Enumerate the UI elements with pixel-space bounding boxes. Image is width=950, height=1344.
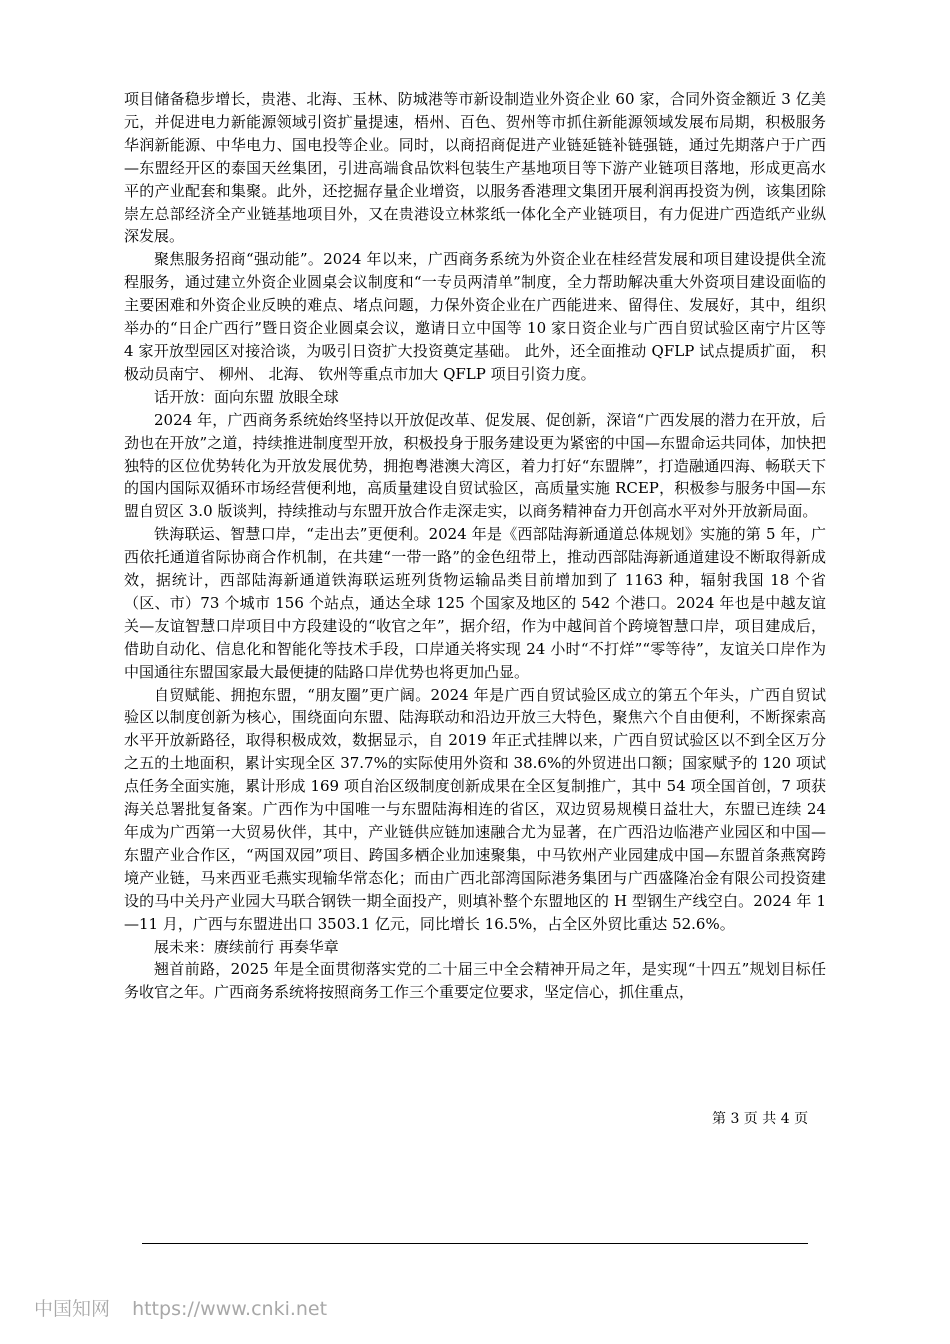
watermark-site-name: 中国知网 <box>34 1298 111 1320</box>
article-body <box>124 88 826 1004</box>
page-number: 第 3 页 共 4 页 <box>712 1111 809 1127</box>
section-heading: 展未来：赓续前行 再奏华章 <box>154 937 339 956</box>
cnki-watermark <box>34 1294 327 1321</box>
paragraph: 项目储备稳步增长，贵港、北海、玉林、防城港等市新设制造业外资企业 60 家，合同外资金额近 3 亿美元，并促进电力新能源领域引资扩量提速，梧州、百色、贺州等市抓住新能源领域发展布局期，积极服务华润新能源、中华电力、国电投等企业。同时，以商招商促进产业链延链补链强链，通过先期落户于广西—东盟经开区的泰国天丝集团，引进高端食品饮料包装生产基地项目等下游产业链项目落地，形成更高水平的产业配套和集聚。此外，还挖掘存量企业增资，以服务香港理文集团开展利润再投资为例，该集团除崇左总部经济全产业链基地项目外，又在贵港设立林浆纸一体化全产业链项目，有力促进广西造纸产业纵深发展。 <box>124 90 826 246</box>
paragraph: 铁海联运、智慧口岸，“走出去”更便利。2024 年是《西部陆海新通道总体规划》实施的第 5 年，广西依托通道省际协商合作机制，在共建“一带一路”的金色纽带上，推动西部陆海新通道建设不断取得新成效，据统计，西部陆海新通道铁海联运班列货物运输品类目前增加到了 1163 种，辐射我国 18 个省（区、市）73 个城市 156 个站点，通达全球 125 个国家及地区的 542 个港口。2024 年也是中越友谊关—友谊智慧口岸项目中方段建设的“收官之年”，据介绍，作为中越间首个跨境智慧口岸，项目建成后，借助自动化、信息化和智能化等技术手段，口岸通关将实现 24 小时“不打烊”“零等待”，友谊关口岸作为中国通往东盟国家最大最便捷的陆路口岸优势也将更加凸显。 <box>124 525 826 681</box>
paragraph: 聚焦服务招商“强动能”。2024 年以来，广西商务系统为外资企业在桂经营发展和项目建设提供全流程服务，通过建立外资企业圆桌会议制度和“一专员两清单”制度，全力帮助解决重大外资项目建设面临的主要困难和外资企业反映的难点、堵点问题，力保外资企业在广西能进来、留得住、发展好，其中，组织举办的“日企广西行”暨日资企业圆桌会议，邀请日立中国等 10 家日资企业与广西自贸试验区南宁片区等 4 家开放型园区对接洽谈，为吸引日资扩大投资奠定基础。 此外，还全面推动 QFLP 试点提质扩面， 积极动员南宁、 柳州、 北海、 钦州等重点市加大 QFLP 项目引资力度。 <box>124 250 826 383</box>
paragraph: 2024 年，广西商务系统始终坚持以开放促改革、促发展、促创新，深谙“广西发展的潜力在开放，后劲也在开放”之道，持续推进制度型开放，积极投身于服务建设更为紧密的中国—东盟命运共同体，加快把独特的区位优势转化为开放发展优势，拥抱粤港澳大湾区，着力打好“东盟牌”，打造融通四海、畅联天下的国内国际双循环市场经营便利地，高质量建设自贸试验区，高质量实施 RCEP，积极参与服务中国—东盟自贸区 3.0 版谈判，持续推动与东盟开放合作走深走实，以商务精神奋力开创高水平对外开放新局面。 <box>124 410 826 521</box>
paragraph: 自贸赋能、拥抱东盟，“朋友圈”更广阔。2024 年是广西自贸试验区成立的第五个年头，广西自贸试验区以制度创新为核心，围绕面向东盟、陆海联动和沿边开放三大特色，聚焦六个自由便利，不断探索高水平开放新路径，取得积极成效，数据显示，自 2019 年正式挂牌以来，广西自贸试验区以不到全区万分之五的土地面积，累计实现全区 37.7%的实际使用外资和 38.6%的外贸进出口额；国家赋予的 120 项试点任务全面实施，累计形成 169 项自治区级制度创新成果在全区复制推广，其中 54 项全国首创，7 项获海关总署批复备案。广西作为中国唯一与东盟陆海相连的省区，双边贸易规模日益壮大，东盟已连续 24 年成为广西第一大贸易伙伴，其中，产业链供应链加速融合尤为显著，在广西沿边临港产业园区和中国—东盟产业合作区，“两国双园”项目、跨国多栖企业加速聚集，中马钦州产业园建成中国—东盟首条燕窝跨境产业链，马来西亚毛燕实现输华常态化；而由广西北部湾国际港务集团与广西盛隆冶金有限公司投资建设的马中关丹产业园大马联合钢铁一期全面投产，则填补整个东盟地区的 H 型钢生产线空白。2024 年 1—11 月，广西与东盟进出口 3503.1 亿元，同比增长 16.5%，占全区外贸比重达 52.6%。 <box>124 685 826 933</box>
paragraph: 翘首前路，2025 年是全面贯彻落实党的二十届三中全会精神开局之年，是实现“十四五”规划目标任务收官之年。广西商务系统将按照商务工作三个重要定位要求，坚定信心，抓住重点， <box>124 960 826 1002</box>
section-heading: 话开放：面向东盟 放眼全球 <box>154 387 339 406</box>
watermark-url: https://www.cnki.net <box>132 1298 328 1320</box>
footer-divider <box>142 1243 808 1244</box>
